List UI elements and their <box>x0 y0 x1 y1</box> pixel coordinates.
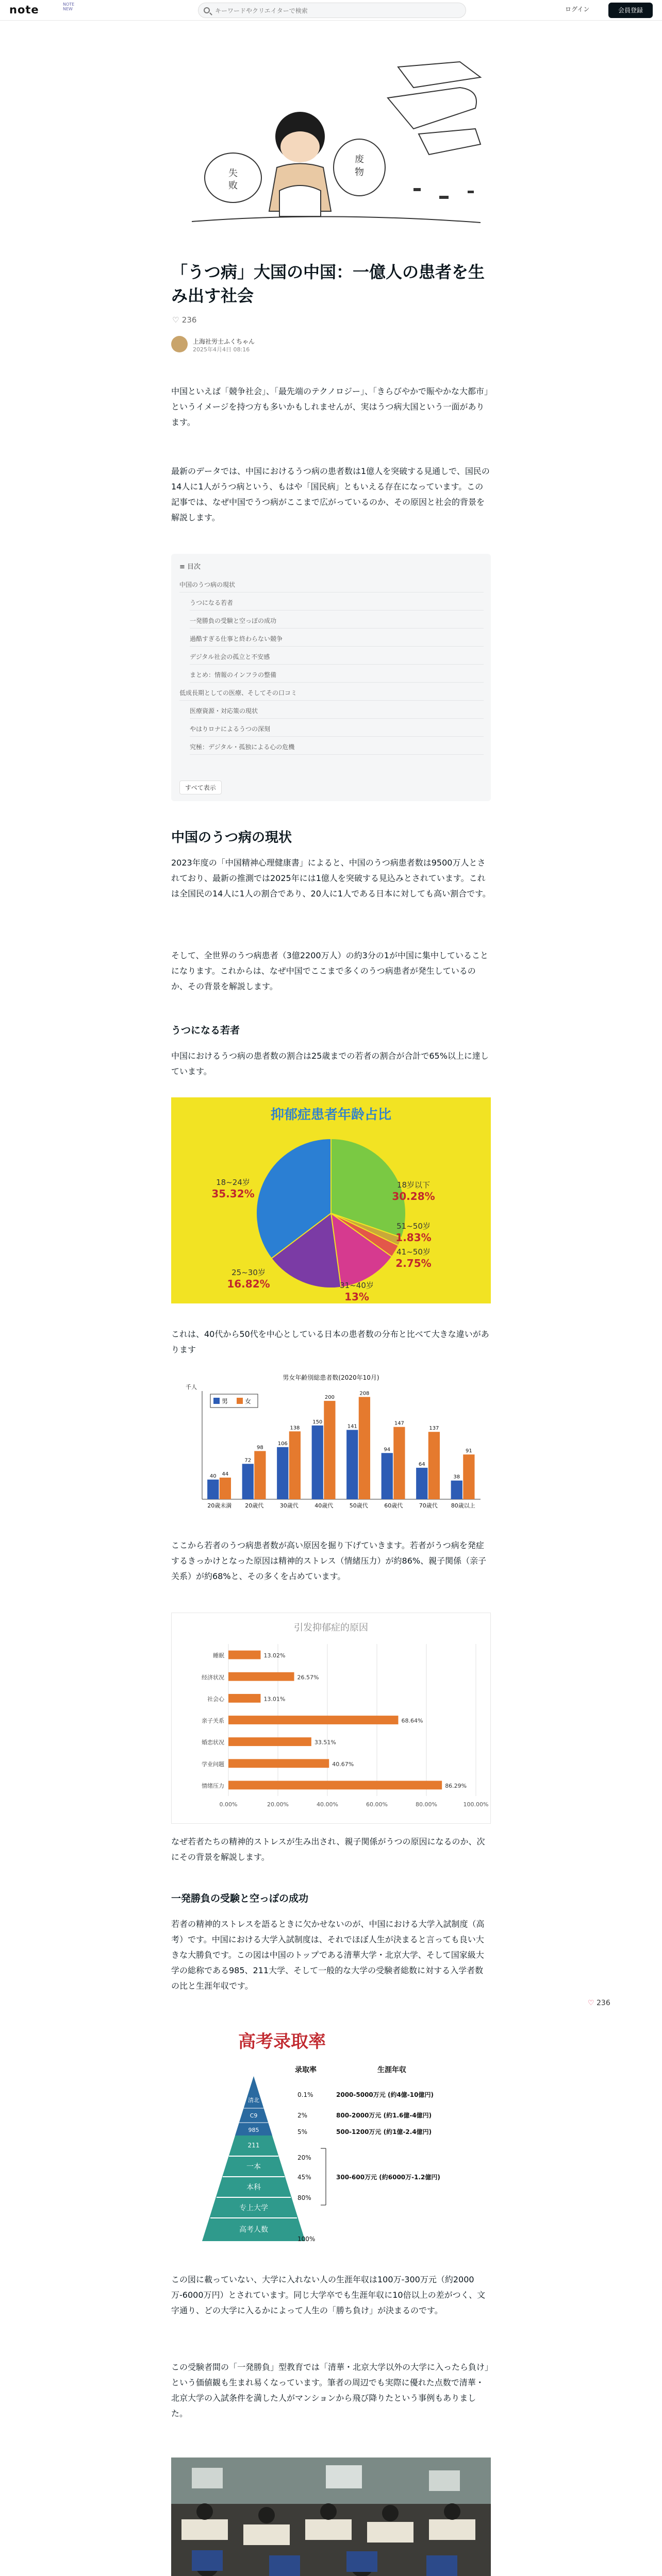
svg-text:本科: 本科 <box>246 2183 261 2192</box>
bar-data-label: 150 <box>312 1419 323 1425</box>
bar-data-label: 208 <box>359 1391 370 1397</box>
pie-label: 18岁以下 <box>396 1180 431 1190</box>
bar <box>463 1454 474 1499</box>
bar-tick-label: 30歳代 <box>279 1502 299 1509</box>
svg-text:2%: 2% <box>297 2112 308 2119</box>
bar-tick-label: 40歳代 <box>315 1502 334 1509</box>
bar-tick-label: 70歳代 <box>419 1502 438 1509</box>
bar-data-label: 38 <box>453 1474 460 1480</box>
svg-text:2000-5000万元 (約4億-10億円): 2000-5000万元 (約4億-10億円) <box>336 2091 434 2098</box>
hbar-data-label: 33.51% <box>314 1739 336 1746</box>
bar-data-label: 91 <box>466 1448 472 1454</box>
search-icon <box>204 7 210 13</box>
paragraph: 若者の精神的ストレスを語るときに欠かせないのが、中国における大学入試制度（高考）です。中国における大学入試制度は、それでほぼ人生が決まると言っても良い大きな大勝負です。この図は中国のトップである清華大学・北京大学、そして国家級大学の総称である985、211大学、そして一般的な大学の受験者総数に対する入学者数の比と生涯年収です。 <box>171 1919 485 1991</box>
cause-bar-chart <box>171 1613 491 1824</box>
search-box[interactable] <box>198 3 466 18</box>
bar <box>428 1432 440 1499</box>
bar-data-label: 106 <box>277 1440 288 1447</box>
svg-text:300-600万元 (約6000万-1.2億円): 300-600万元 (約6000万-1.2億円) <box>336 2174 440 2181</box>
hbar-data-label: 68.64% <box>401 1717 423 1724</box>
svg-text:专上大学: 专上大学 <box>239 2204 268 2212</box>
svg-text:800-2000万元 (約1.6億-4億円): 800-2000万元 (約1.6億-4億円) <box>336 2112 432 2119</box>
hbar-tick-label: 60.00% <box>366 1801 388 1808</box>
hbar-category-label: 睡眠 <box>213 1652 224 1659</box>
paragraph: この図に載っていない、大学に入れない人の生涯年収は100万-300万元（約2000万-6000万円）とされています。同じ大学卒でも生涯年収に10倍以上の差がつく、文字通り、どの大学に入るかによって人生の「勝ち負け」が決まるのです。 <box>171 2275 486 2315</box>
bar <box>416 1468 427 1499</box>
pie-value-label: 2.75% <box>395 1257 432 1269</box>
subsection-heading: うつになる若者 <box>171 1025 240 1036</box>
pyramid-title: 高考录取率 <box>238 2031 326 2052</box>
pie-label: 31~40岁 <box>340 1281 374 1290</box>
bar-data-label: 94 <box>384 1447 391 1453</box>
pie-value-label: 35.32% <box>211 1188 255 1200</box>
legend-label: 男 <box>222 1398 228 1405</box>
pie-label: 41~50岁 <box>396 1247 431 1257</box>
bar-data-label: 138 <box>290 1425 300 1431</box>
hbar-data-label: 13.02% <box>263 1652 286 1659</box>
hbar-data-label: 40.67% <box>332 1760 354 1768</box>
signup-button[interactable]: 会員登録 <box>608 3 653 18</box>
bar-data-label: 137 <box>429 1426 439 1432</box>
paragraph: これは、40代から50代を中心としている日本の患者数の分布と比べて大きな違いがあります <box>171 1329 489 1354</box>
hbar-tick-label: 0.00% <box>219 1801 238 1808</box>
pie-label: 25~30岁 <box>231 1268 266 1277</box>
hbar <box>228 1759 329 1768</box>
toc-item[interactable]: 究極：デジタル・孤独による心の危機 <box>190 739 484 755</box>
svg-text:清北: 清北 <box>248 2097 259 2104</box>
bar-tick-label: 50歳代 <box>349 1502 368 1509</box>
svg-text:500-1200万元 (約1億-2.4億円): 500-1200万元 (約1億-2.4億円) <box>336 2128 432 2136</box>
bar-data-label: 98 <box>257 1445 263 1451</box>
classroom-photo <box>171 2458 491 2576</box>
hbar-category-label: 社会心 <box>207 1696 224 1703</box>
svg-text:100%: 100% <box>297 2235 316 2243</box>
hbar-tick-label: 80.00% <box>416 1801 437 1808</box>
bar-data-label: 141 <box>347 1423 357 1430</box>
publish-date: 2025年4月4日 08:16 <box>193 346 250 353</box>
pie-label: 18~24岁 <box>216 1178 250 1187</box>
hbar-data-label: 26.57% <box>297 1674 319 1681</box>
section-heading: 中国のうつ病の現状 <box>171 830 292 845</box>
bar <box>346 1430 358 1499</box>
svg-text:废: 废 <box>355 154 364 165</box>
bar <box>451 1481 462 1499</box>
note-logo[interactable]: note <box>9 4 39 16</box>
hbar-category-label: 婚恋状况 <box>202 1739 224 1746</box>
legend-swatch <box>237 1398 243 1404</box>
show-all-button[interactable]: すべて表示 <box>179 781 222 794</box>
list-icon: ≡ <box>179 563 188 571</box>
pie-value-label: 13% <box>344 1291 369 1303</box>
like-number: 236 <box>181 315 197 325</box>
bar <box>220 1478 231 1499</box>
japan-age-bar-chart <box>171 1370 491 1525</box>
hbar-category-label: 学业问题 <box>202 1760 224 1768</box>
bar <box>382 1453 393 1499</box>
svg-text:80%: 80% <box>297 2194 311 2201</box>
toc-heading: ≡ 目次 <box>179 563 201 571</box>
hbar-data-label: 86.29% <box>445 1782 467 1789</box>
article-title: 「うつ病」大国の中国：一億人の患者を生み出す社会 <box>171 262 485 306</box>
login-link[interactable]: ログイン <box>565 6 590 13</box>
bar <box>312 1426 323 1499</box>
bar-data-label: 147 <box>394 1420 404 1427</box>
bar-data-label: 72 <box>244 1458 252 1464</box>
hbar <box>228 1737 311 1746</box>
toc-item[interactable]: うつになる若者 <box>190 595 484 611</box>
hbar-title: 引发抑郁症的原因 <box>294 1622 368 1633</box>
hbar-category-label: 亲子关系 <box>202 1717 224 1724</box>
bar-data-label: 40 <box>209 1473 217 1479</box>
hbar <box>228 1716 398 1724</box>
pie-value-label: 16.82% <box>227 1278 270 1290</box>
svg-text:0.1%: 0.1% <box>297 2091 313 2098</box>
paragraph: この受験者間の「一発勝負」型教育では「清華・北京大学以外の大学に入ったら負け」という価値観も生まれ易くなっています。筆者の周辺でも実際に優れた点数で清華・北京大学の入試条件を満した人がマンションから飛び降りたという事例もありました。 <box>171 2362 489 2418</box>
hbar-data-label: 13.01% <box>263 1696 286 1703</box>
toc-item[interactable]: まとめ：情報のインフラの整備 <box>190 667 484 683</box>
bar <box>324 1401 335 1499</box>
toc-item[interactable]: やはりロナによるうつの深刻 <box>190 721 484 737</box>
age-pie-chart <box>171 1097 491 1303</box>
bar-tick-label: 20歳未満 <box>207 1502 232 1509</box>
bar <box>359 1397 370 1499</box>
bar <box>277 1447 288 1499</box>
table-of-contents <box>171 554 491 801</box>
bar-data-label: 200 <box>324 1395 335 1401</box>
hbar-tick-label: 20.00% <box>267 1801 289 1808</box>
author-name[interactable]: 上海社労士ふくちゃん <box>193 338 255 345</box>
intro-paragraph-1: 中国といえば「競争社会」、「最先端のテクノロジー」、「きらびやかで賑やかな大都市」というイメージを持つ方も多いかもしれませんが、実はうつ病大国という一面があります。 <box>171 386 489 427</box>
bar <box>289 1431 301 1499</box>
svg-text:211: 211 <box>247 2142 260 2149</box>
hbar-category-label: 情绪压力 <box>202 1782 224 1789</box>
svg-text:C9: C9 <box>250 2112 258 2119</box>
bar-data-label: 44 <box>222 1471 229 1477</box>
hbar <box>228 1694 260 1703</box>
top-bar <box>0 0 662 21</box>
intro-paragraph-2: 最新のデータでは、中国におけるうつ病の患者数は1億人を突破する見通しで、国民の14人に1人がうつ病という、もはや「国民病」ともいえる存在になっています。この記事では、なぜ中国でうつ病がここまで広がっているのか、その原因と社会的背景を解説します。 <box>171 466 490 522</box>
bar-tick-label: 80歳以上 <box>451 1502 475 1509</box>
bar-data-label: 64 <box>418 1461 425 1467</box>
bar-tick-label: 20歳代 <box>245 1502 264 1509</box>
legend-swatch <box>213 1398 220 1404</box>
svg-text:物: 物 <box>355 167 364 178</box>
svg-text:败: 败 <box>228 180 238 191</box>
bar-ylabel: 千人 <box>186 1384 197 1391</box>
svg-text:高考人数: 高考人数 <box>239 2226 268 2234</box>
svg-text:一本: 一本 <box>246 2163 261 2171</box>
bar <box>207 1480 219 1499</box>
toc-item[interactable]: 過酷すぎる仕事と終わらない競争 <box>190 631 484 647</box>
svg-text:985: 985 <box>248 2127 259 2133</box>
bar-tick-label: 60歳代 <box>384 1502 403 1509</box>
search-input[interactable] <box>215 6 457 15</box>
paragraph: そして、全世界のうつ病患者（3億2200万人）の約3分の1が中国に集中していることになります。これからは、なぜ中国でここまで多くのうつ病患者が発生しているのか、その背景を解説します。 <box>171 951 488 991</box>
svg-text:5%: 5% <box>297 2128 308 2136</box>
hbar <box>228 1781 442 1790</box>
like-count[interactable] <box>172 315 196 325</box>
paragraph: なぜ若者たちの精神的ストレスが生み出され、親子関係がうつの原因になるのか、次にその背景を解説します。 <box>171 1837 485 1862</box>
logo-badge: NOTE NEW <box>63 2 75 11</box>
toc-item[interactable]: 低成長期としての医療、そしてその口コミ <box>179 685 484 701</box>
toc-item[interactable]: 中国のうつ病の現状 <box>179 577 484 592</box>
toc-item[interactable]: 一発勝負の受験と空っぽの成功 <box>190 613 484 629</box>
hbar-category-label: 经济状况 <box>202 1674 224 1681</box>
hbar <box>228 1672 294 1681</box>
svg-text:失: 失 <box>228 168 238 179</box>
pie-label: 51~50岁 <box>396 1222 431 1231</box>
svg-text:45%: 45% <box>297 2174 311 2181</box>
hbar-tick-label: 40.00% <box>317 1801 338 1808</box>
paragraph: 中国におけるうつ病の患者数の割合は25歳までの若者の割合が合計で65%以上に達しています。 <box>171 1051 489 1076</box>
toc-item[interactable]: 医療資源・対応策の現状 <box>190 703 484 719</box>
hbar <box>228 1651 260 1659</box>
bar <box>254 1451 266 1499</box>
toc-item[interactable]: デジタル社会の孤立と不安感 <box>190 649 484 665</box>
bar-chart-title: 男女年齢別総患者数(2020年10月) <box>283 1374 379 1381</box>
heart-icon[interactable]: ♡ <box>172 315 179 325</box>
bar <box>393 1427 405 1499</box>
hero-illustration <box>171 57 491 234</box>
floating-like[interactable]: ♡ 236 <box>588 1999 610 2007</box>
pyramid-col2: 生涯年収 <box>377 2066 406 2074</box>
avatar[interactable] <box>171 336 188 352</box>
paragraph: 2023年度の「中国精神心理健康書」によると、中国のうつ病患者数は9500万人とされており、最新の推測では2025年には1億人を突破する見込みとされています。これは全国民の14人に1人の割合であり、20人に1人である日本に対しても高い割合です。 <box>171 858 491 899</box>
gaokao-pyramid <box>171 2025 491 2251</box>
pyramid-col1: 录取率 <box>295 2066 317 2074</box>
bar <box>242 1464 254 1499</box>
heart-icon[interactable]: ♡ <box>588 1999 594 2007</box>
paragraph: ここから若者のうつ病患者数が高い原因を掘り下げていきます。若者がうつ病を発症するきっかけとなった原因は精神的ストレス（情緒压力）が約86%、親子関係（亲子关系）が約68%と、その多くを占めています。 <box>171 1540 487 1581</box>
pie-value-label: 1.83% <box>395 1231 432 1244</box>
subsection-heading: 一発勝負の受験と空っぽの成功 <box>171 1893 309 1904</box>
pie-value-label: 30.28% <box>392 1190 435 1202</box>
pie-title: 抑郁症患者年龄占比 <box>270 1107 392 1123</box>
hbar-tick-label: 100.00% <box>463 1801 489 1808</box>
svg-text:20%: 20% <box>297 2154 311 2161</box>
legend-label: 女 <box>245 1398 252 1405</box>
